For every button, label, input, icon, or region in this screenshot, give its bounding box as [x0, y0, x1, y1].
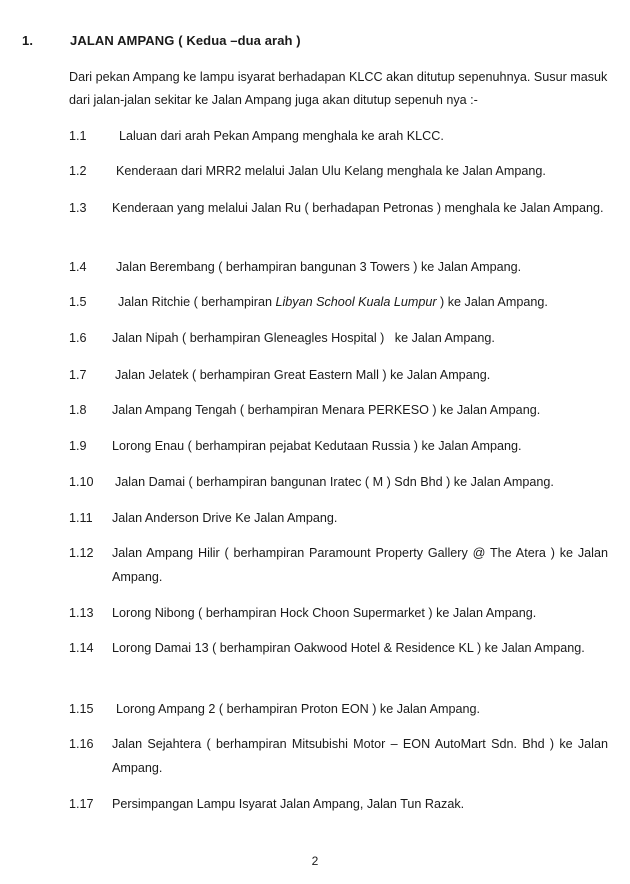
- list-item: [69, 637, 608, 661]
- section-number: 1.: [22, 33, 34, 48]
- item-text-before: Jalan Ritchie ( berhampiran: [118, 295, 276, 309]
- item-text: Jalan Ampang Tengah ( berhampiran Menara PERKESO ) ke Jalan Ampang.: [112, 403, 541, 417]
- list-item: [69, 364, 608, 388]
- item-text: Jalan Ampang Hilir ( berhampiran Paramount Property Gallery @ The Atera ) ke Jalan Ampang.: [112, 546, 608, 584]
- item-text: Kenderaan dari MRR2 melalui Jalan Ulu Kelang menghala ke Jalan Ampang.: [116, 164, 546, 178]
- item-number: 1.13: [69, 606, 94, 620]
- list-item: [69, 507, 608, 531]
- item-text: Lorong Enau ( berhampiran pejabat Kedutaan Russia ) ke Jalan Ampang.: [112, 439, 522, 453]
- list-item: [69, 793, 608, 817]
- item-text: [112, 291, 608, 315]
- item-number: 1.4: [69, 260, 87, 274]
- list-item: [69, 471, 608, 495]
- item-number: 1.17: [69, 797, 94, 811]
- item-number: 1.10: [69, 475, 94, 489]
- intro-paragraph: Dari pekan Ampang ke lampu isyarat berhadapan KLCC akan ditutup sepenuhnya. Susur masuk dari jalan-jalan sekitar ke Jalan Ampang juga akan ditutup sepenuh nya :-: [69, 70, 608, 107]
- item-text: Jalan Damai ( berhampiran bangunan Iratec ( M ) Sdn Bhd ) ke Jalan Ampang.: [115, 475, 554, 489]
- item-number: 1.7: [69, 368, 87, 382]
- item-number: 1.11: [69, 511, 93, 525]
- item-text: Persimpangan Lampu Isyarat Jalan Ampang, Jalan Tun Razak.: [112, 797, 465, 811]
- item-text: Laluan dari arah Pekan Ampang menghala ke arah KLCC.: [119, 129, 444, 143]
- list-item: [69, 256, 608, 280]
- item-text: Jalan Nipah ( berhampiran Gleneagles Hospital ) ke Jalan Ampang.: [112, 331, 495, 345]
- item-number: 1.12: [69, 546, 94, 560]
- item-number: 1.5: [69, 295, 87, 309]
- item-number: 1.8: [69, 403, 87, 417]
- item-text: Jalan Sejahtera ( berhampiran Mitsubishi Motor – EON AutoMart Sdn. Bhd ) ke Jalan Ampang.: [112, 737, 608, 775]
- list-item: [69, 435, 608, 459]
- list-item: [69, 542, 608, 589]
- item-text: Jalan Berembang ( berhampiran bangunan 3 Towers ) ke Jalan Ampang.: [116, 260, 522, 274]
- list-item: [69, 197, 608, 221]
- item-text: Kenderaan yang melalui Jalan Ru ( berhadapan Petronas ) menghala ke Jalan Ampang.: [112, 201, 604, 215]
- item-text: Lorong Nibong ( berhampiran Hock Choon Supermarket ) ke Jalan Ampang.: [112, 606, 537, 620]
- list-item: [69, 160, 608, 184]
- item-number: 1.6: [69, 331, 87, 345]
- item-text: Lorong Damai 13 ( berhampiran Oakwood Hotel & Residence KL ) ke Jalan Ampang.: [112, 641, 585, 655]
- item-number: 1.2: [69, 164, 87, 178]
- list-item: [69, 698, 608, 722]
- list-item: [69, 733, 608, 780]
- list-item: [69, 125, 608, 149]
- item-number: 1.15: [69, 702, 94, 716]
- item-number: 1.14: [69, 641, 94, 655]
- item-text-italic: Libyan School Kuala Lumpur: [275, 295, 437, 309]
- list-item: [69, 327, 608, 351]
- item-number: 1.3: [69, 201, 87, 215]
- section-heading: [22, 33, 610, 48]
- section-title: JALAN AMPANG ( Kedua –dua arah ): [70, 33, 301, 48]
- item-text: Jalan Jelatek ( berhampiran Great Eastern Mall ) ke Jalan Ampang.: [115, 368, 491, 382]
- list-item: [69, 291, 608, 315]
- list-item: [69, 399, 608, 423]
- item-text-after: ) ke Jalan Ampang.: [436, 295, 548, 309]
- item-number: 1.16: [69, 737, 94, 751]
- page-number: 2: [311, 854, 319, 868]
- item-text: Jalan Anderson Drive Ke Jalan Ampang.: [112, 511, 338, 525]
- item-number: 1.1: [69, 129, 87, 143]
- item-number: 1.9: [69, 439, 87, 453]
- item-text: Lorong Ampang 2 ( berhampiran Proton EON ) ke Jalan Ampang.: [116, 702, 481, 716]
- list-item: [69, 602, 608, 626]
